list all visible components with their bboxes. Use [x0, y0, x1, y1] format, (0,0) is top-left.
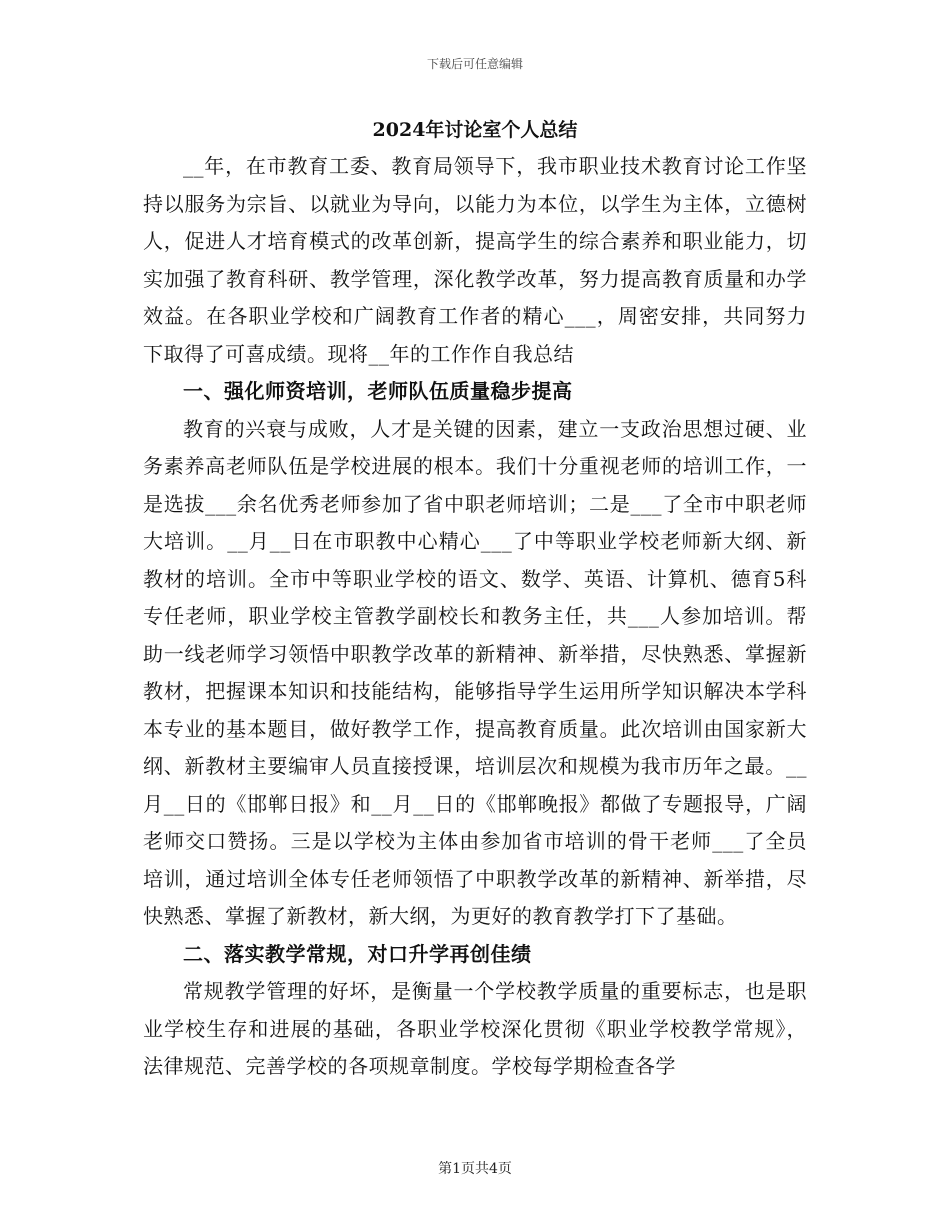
intro-paragraph: __年，在市教育工委、教育局领导下，我市职业技术教育讨论工作坚持以服务为宗旨、以就业为导向，以能力为本位，以学生为主体，立德树人，促进人才培育模式的改革创新，提高学生的综合素养和职业能力，切实加强了教育科研、教学管理，深化教学改革，努力提高教育质量和办学效益。在各职业学校和广阔教育工作者的精心___，周密安排，共同努力下取得了可喜成绩。现将__年的工作作自我总结: [143, 154, 807, 366]
section-1-paragraph: 教育的兴衰与成败，人才是关键的因素，建立一支政治思想过硬、业务素养高老师队伍是学校进展的根本。我们十分重视老师的培训工作，一是选拔___余名优秀老师参加了省中职老师培训；二是___了全市中职老师大培训。__月__日在市职教中心精心___了中等职业学校老师新大纲、新教材的培训。全市中等职业学校的语文、数学、英语、计算机、德育5科专任老师，职业学校主管教学副校长和教务主任，共___人参加培训。帮助一线老师学习领悟中职教学改革的新精神、新举措，尽快熟悉、掌握新教材，把握课本知识和技能结构，能够指导学生运用所学知识解决本学科本专业的基本题目，做好教学工作，提高教育质量。此次培训由国家新大纲、新教材主要编审人员直接授课，培训层次和规模为我市历年之最。__月__日的《邯郸日报》和__月__日的《邯郸晚报》都做了专题报导，广阔老师交口赞扬。三是以学校为主体由参加省市培训的骨干老师___了全员培训，通过培训全体专任老师领悟了中职教学改革的新精神、新举措，尽快熟悉、掌握了新教材，新大纲，为更好的教育教学打下了基础。: [143, 416, 807, 928]
section-2-paragraph: 常规教学管理的好坏，是衡量一个学校教学质量的重要标志，也是职业学校生存和进展的基础，各职业学校深化贯彻《职业学校教学常规》，法律规范、完善学校的各项规章制度。学校每学期检查各学: [143, 979, 807, 1078]
page-header: 下载后可任意编辑: [426, 57, 523, 71]
section-heading-1: 一、强化师资培训，老师队伍质量稳步提高: [183, 379, 573, 403]
document-title: 2024年讨论室个人总结: [372, 119, 578, 141]
page-footer: 第1页共4页: [438, 1161, 512, 1177]
document-body: [143, 148, 807, 1086]
section-heading-2: 二、落实教学常规，对口升学再创佳绩: [183, 941, 532, 966]
